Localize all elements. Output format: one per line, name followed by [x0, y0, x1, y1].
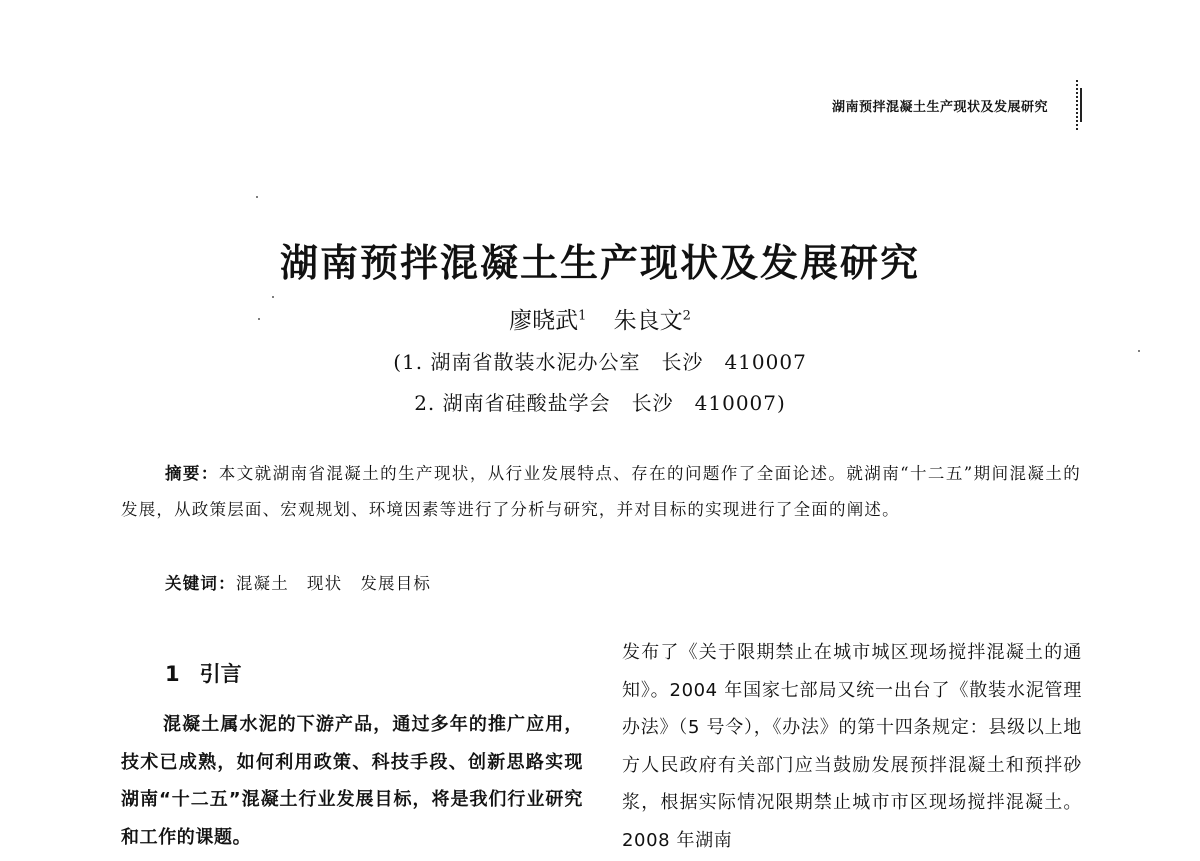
author: [509, 302, 586, 335]
author-affiliation-mark: 1: [578, 308, 587, 324]
abstract: [121, 456, 1081, 528]
keyword: 混凝土: [235, 574, 289, 593]
author-line: [0, 302, 1200, 335]
author: [614, 302, 691, 335]
abstract-text: 本文就湖南省混凝土的生产现状，从行业发展特点、存在的问题作了全面论述。就湖南“十二五”期间混凝土的发展，从政策层面、宏观规划、环境因素等进行了分析与研究，并对目标的实现进行了全面的阐述。: [121, 464, 1081, 519]
section-number: 1: [165, 662, 180, 686]
scan-speck: [256, 196, 258, 198]
running-header: 湖南预拌混凝土生产现状及发展研究: [831, 100, 1048, 115]
left-column-paragraph: 混凝土属水泥的下游产品，通过多年的推广应用，技术已成熟，如何利用政策、科技手段、创新思路实现湖南“十二五”混凝土行业发展目标，将是我们行业研究和工作的课题。: [121, 714, 583, 848]
scan-speck: [272, 296, 274, 298]
author-name: 朱良文: [613, 308, 683, 334]
header-rule: [1076, 80, 1078, 130]
keyword: 发展目标: [360, 574, 432, 593]
keywords: [165, 570, 449, 594]
abstract-label: 摘要：: [165, 464, 219, 483]
affiliation-1: (1. 湖南省散装水泥办公室 长沙 410007: [393, 350, 807, 374]
section-heading: [165, 658, 242, 688]
paper-title: 湖南预拌混凝土生产现状及发展研究: [279, 240, 920, 285]
keywords-label: 关键词：: [165, 574, 236, 593]
author-affiliation-mark: 2: [682, 308, 691, 324]
keyword: 现状: [306, 574, 343, 593]
section-title: 引言: [199, 662, 242, 686]
author-name: 廖晓武: [509, 308, 579, 334]
affiliation-2: 2. 湖南省硅酸盐学会 长沙 410007): [414, 391, 786, 415]
right-column-paragraph: 发布了《关于限期禁止在城市城区现场搅拌混凝土的通知》。2004 年国家七部局又统一出台了《散装水泥管理办法》（5 号令），《办法》的第十四条规定：县级以上地方人民政府有关部门应当鼓励发展预拌混凝土和预拌砂浆，根据实际情况限期禁止城市市区现场搅拌混凝土。2008 年湖南: [622, 642, 1082, 851]
